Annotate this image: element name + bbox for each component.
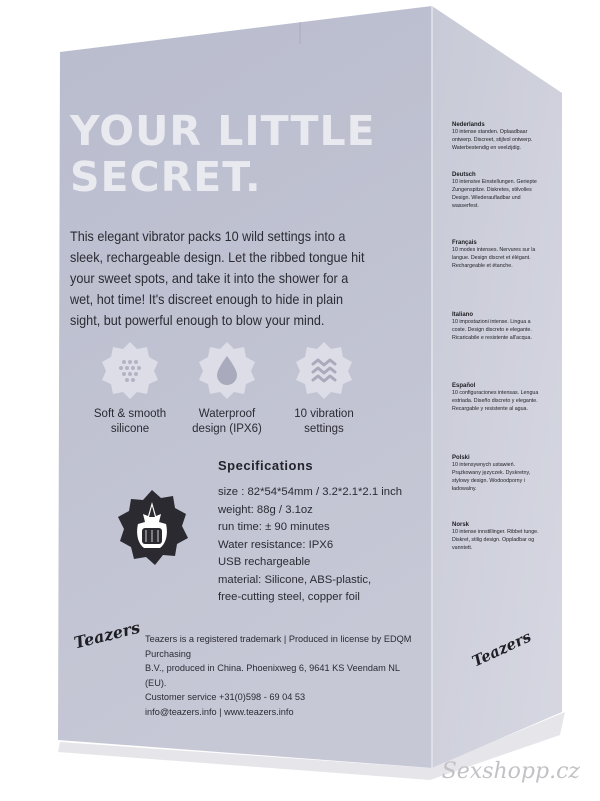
brand-logo-front: Teazers xyxy=(72,617,142,653)
side-lang-text: 10 intense innstillinger. Ribbet tunge. Diskret, stilig design. Oppladbar og vanntett. xyxy=(452,529,539,551)
spec-item: weight: 88g / 3.1oz xyxy=(218,503,313,516)
side-lang-label: Polski xyxy=(452,455,470,461)
silicone-dots-icon xyxy=(100,340,160,400)
specifications-title: Specifications xyxy=(218,458,314,473)
vibrator-product-icon xyxy=(112,488,192,568)
side-lang-text: 10 configuraciones intensas. Lengua estriada. Diseño discreto y elegante. Recargable y resistente al agua. xyxy=(452,390,539,412)
spec-item: USB rechargeable xyxy=(218,556,311,568)
spec-item: run time: ± 90 minutes xyxy=(218,521,330,533)
water-drop-icon xyxy=(197,340,257,400)
side-section-nl xyxy=(452,122,544,152)
side-lang-label: Deutsch xyxy=(452,172,476,178)
side-lang-label: Norsk xyxy=(452,522,470,528)
vibration-waves-icon xyxy=(294,340,354,400)
side-lang-text: 10 intense standen. Oplaadbaar ontwerp. Discreet, stijlvol ontwerp. Waterbestendig en veelzijdig. xyxy=(452,129,533,151)
side-section-de xyxy=(452,172,544,210)
feature-label-silicone: Soft & smooth silicone xyxy=(93,408,167,435)
footer-line: Customer service +31(0)598 - 69 04 53 xyxy=(145,692,306,703)
side-section-fr xyxy=(452,240,544,270)
specifications-list xyxy=(218,484,418,607)
footer-legal xyxy=(145,632,415,720)
feature-vibration xyxy=(294,340,354,405)
footer-line: info@teazers.info | www.teazers.info xyxy=(145,706,294,717)
side-lang-text: 10 impostazioni intense. Lingua a coste. Design discreto e elegante. Ricaricabile e resistente all'acqua. xyxy=(452,319,532,341)
spec-item: Water resistance: IPX6 xyxy=(218,538,334,551)
watermark: Sexshopp.cz xyxy=(441,759,580,784)
product-badge xyxy=(112,488,192,573)
side-section-pl xyxy=(452,455,544,493)
spec-item: material: Silicone, ABS-plastic, xyxy=(218,573,372,586)
side-lang-label: Nederlands xyxy=(452,122,485,128)
side-lang-text: 10 intensive Einstellungen. Geriepte Zungenspitze. Diskretes, stilvolles Design. Wiederaufladbar und wasserfest. xyxy=(452,179,537,209)
headline: YOUR LITTLE SECRET. xyxy=(70,107,376,201)
side-lang-text: 10 modes intenses. Nervures sur la langue. Design discret et élégant. Rechargeable et étanche. xyxy=(452,247,536,269)
feature-silicone xyxy=(100,340,160,405)
feature-label-vibration: 10 vibration settings xyxy=(294,408,354,435)
brand-logo-side: Teazers xyxy=(469,627,534,671)
intro-text: This elegant vibrator packs 10 wild settings into a sleek, rechargeable design. Let the ribbed tongue hit your sweet spots, and take it into the shower for a wet, hot time! It's discreet enough to hide in plain sight, but powerful enough to blow your mind. xyxy=(70,229,365,328)
side-section-es xyxy=(452,383,544,413)
footer-line: B.V., produced in China. Phoenixweg 6, 9641 KS Veendam NL (EU). xyxy=(145,663,400,688)
spec-item: free-cutting steel, copper foil xyxy=(218,591,360,603)
side-lang-label: Italiano xyxy=(452,312,474,318)
spec-item: size : 82*54*54mm / 3.2*2.1*2.1 inch xyxy=(218,486,402,498)
side-lang-label: Español xyxy=(452,383,476,389)
side-section-no xyxy=(452,522,544,552)
feature-label-waterproof: Waterproof design (IPX6) xyxy=(192,408,262,435)
side-section-it xyxy=(452,312,544,342)
side-lang-text: 10 intensywnych ustawień. Prążkowany języczek. Dyskretny, stylowy design. Wodoodporny i ładowalny. xyxy=(452,462,531,492)
footer-line: Teazers is a registered trademark | Produced in license by EDQM Purchasing xyxy=(145,634,412,659)
side-lang-label: Français xyxy=(452,240,477,246)
feature-waterproof xyxy=(197,340,257,405)
